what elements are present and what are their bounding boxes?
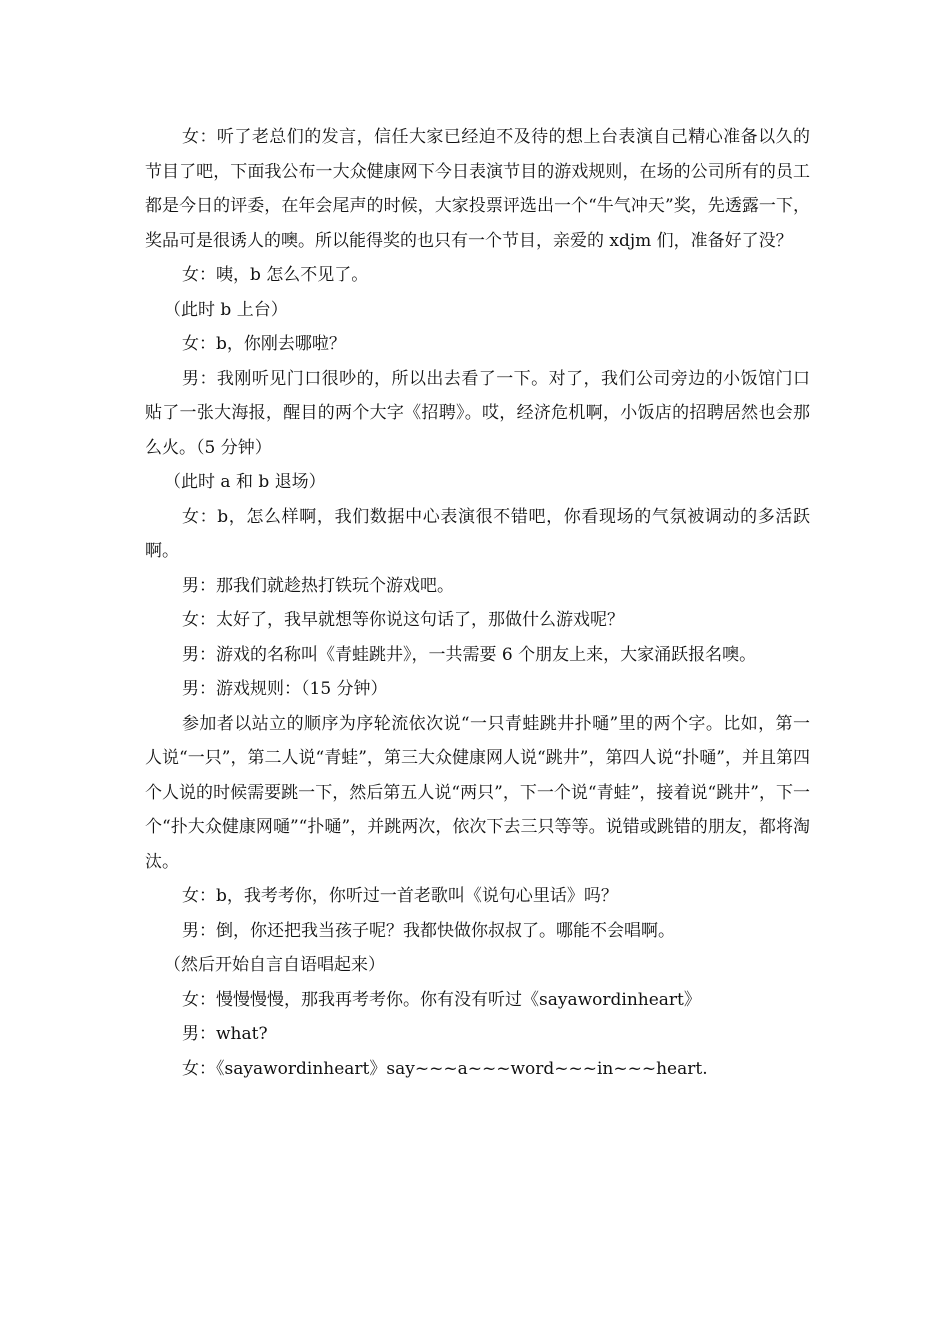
- paragraph-line: 女：《sayawordinheart》say~~~a~~~word~~~in~~~heart.: [182, 1058, 708, 1079]
- document-body: [145, 120, 810, 1086]
- paragraph-line: 女：咦，b 怎么不见了。: [182, 265, 369, 285]
- paragraph-intro: 女：听了老总们的发言，信任大家已经迫不及待的想上台表演自己精心准备以久的节目了吧，下面我公布一大众健康网下今日表演节目的游戏规则，在场的公司所有的员工都是今日的评委，在年会尾声的时候，大家投票评选出一个“牛气冲天”奖，先透露一下，奖品可是很诱人的噢。所以能得奖的也只有一个节目，亲爱的 xdjm 们，准备好了没？: [145, 127, 810, 251]
- stage-direction: （此时 b 上台）: [164, 299, 288, 320]
- paragraph-line: 女：太好了，我早就想等你说这句话了，那做什么游戏呢？: [182, 610, 624, 630]
- paragraph-line: 男：游戏的名称叫《青蛙跳井》，一共需要 6 个朋友上来，大家涌跃报名噢。: [182, 644, 757, 665]
- paragraph-line: 女：b，我考考你，你听过一首老歌叫《说句心里话》吗？: [182, 886, 618, 906]
- paragraph-line: 男：what?: [182, 1024, 268, 1044]
- stage-direction: （然后开始自言自语唱起来）: [164, 955, 385, 975]
- stage-direction: （此时 a 和 b 退场）: [164, 472, 326, 492]
- paragraph-game-rules: 参加者以站立的顺序为序轮流依次说“一只青蛙跳井扑嗵”里的两个字。比如，第一人说“一只”，第二人说“青蛙”，第三大众健康网人说“跳井”，第四人说“扑嗵”，并且第四个人说的时候需要跳一下，然后第五人说“两只”，下一个说“青蛙”，接着说“跳井”，下一个“扑大众健康网嗵”“扑嗵”，并跳两次，依次下去三只等等。说错或跳错的朋友，都将淘汰。: [145, 713, 810, 872]
- paragraph-line: 男：那我们就趁热打铁玩个游戏吧。: [182, 575, 454, 596]
- paragraph-line: 女：b，你刚去哪啦？: [182, 334, 346, 354]
- paragraph-line: 男：游戏规则：（15 分钟）: [182, 679, 388, 699]
- paragraph-line: 女：慢慢慢慢，那我再考考你。你有没有听过《sayawordinheart》: [182, 989, 701, 1010]
- paragraph-line: 男：我刚听见门口很吵的，所以出去看了一下。对了，我们公司旁边的小饭馆门口贴了一张大海报，醒目的两个大字《招聘》。哎，经济危机啊，小饭店的招聘居然也会那么火。（5 分钟）: [145, 368, 810, 458]
- paragraph-line: 女：b，怎么样啊，我们数据中心表演很不错吧，你看现场的气氛被调动的多活跃啊。: [145, 506, 810, 561]
- paragraph-line: 男：倒，你还把我当孩子呢？我都快做你叔叔了。哪能不会唱啊。: [182, 920, 675, 941]
